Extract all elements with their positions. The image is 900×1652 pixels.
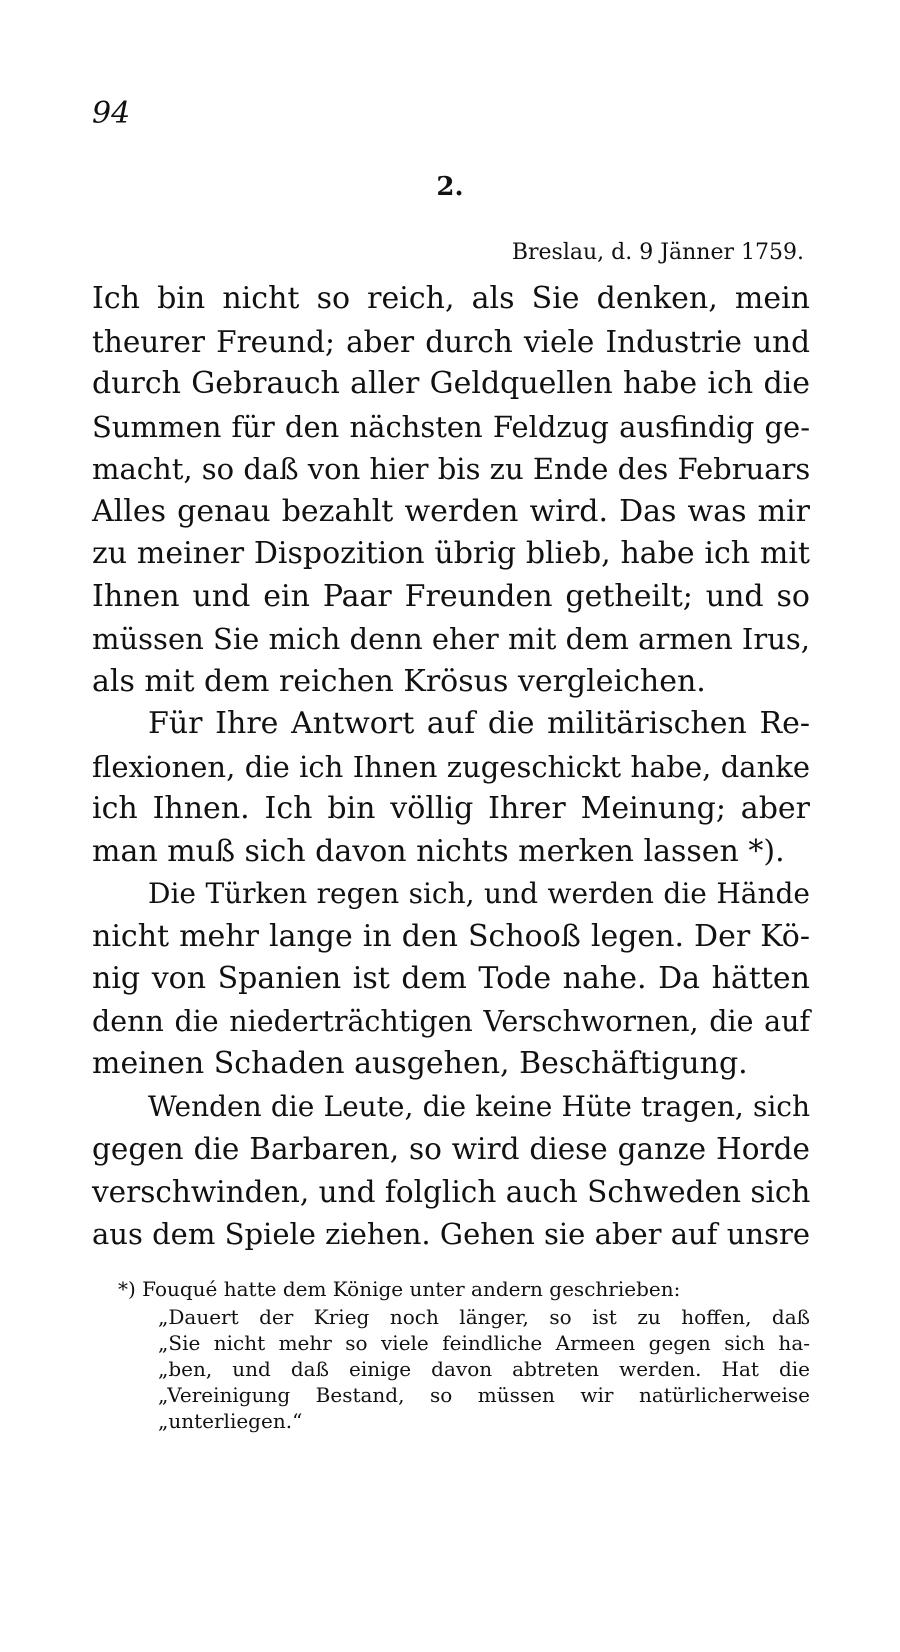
body-line: aus dem Spiele ziehen. Gehen sie aber auf unsre <box>92 1217 810 1251</box>
body-line: müssen Sie mich denn eher mit dem armen Irus, <box>92 622 810 656</box>
body-line: gegen die Barbaren, so wird diese ganze Horde <box>92 1132 810 1166</box>
body-line: Ihnen und ein Paar Freunden getheilt; und so <box>92 578 810 614</box>
letter-body <box>92 278 810 1256</box>
body-line: Summen für den nächsten Feldzug ausfindig ge- <box>92 409 810 444</box>
body-line: als mit dem reichen Krösus vergleichen. <box>92 663 706 699</box>
body-line: meinen Schaden ausgehen, Beschäftigung. <box>92 1046 748 1081</box>
footnote <box>118 1276 810 1434</box>
body-line: Ich bin nicht so reich, als Sie denken, mein <box>92 281 810 316</box>
body-line: Für Ihre Antwort auf die militärischen Re- <box>148 706 810 741</box>
body-line: Wenden die Leute, die keine Hüte tragen, sich <box>148 1089 810 1123</box>
body-line: man muß sich davon nichts merken lassen *). <box>92 833 785 869</box>
letter-number: 2. <box>436 172 464 202</box>
body-line: durch Gebrauch aller Geldquellen habe ich die <box>92 366 810 401</box>
body-line: flexionen, die ich Ihnen zugeschickt habe, danke <box>92 749 810 784</box>
body-line: zu meiner Dispozition übrig blieb, habe ich mit <box>92 536 810 571</box>
footnote-line: „unterliegen.“ <box>158 1409 303 1433</box>
footnote-line: „Sie nicht mehr so viele feindliche Armeen gegen sich ha- <box>158 1331 810 1355</box>
body-line: ich Ihnen. Ich bin völlig Ihrer Meinung; aber <box>92 791 810 826</box>
page-number: 94 <box>92 96 131 131</box>
body-line: verschwinden, und folglich auch Schweden sich <box>92 1174 811 1209</box>
body-line: nig von Spanien ist dem Tode nahe. Da hätten <box>92 961 810 996</box>
body-line: nicht mehr lange in den Schooß legen. Der Kö- <box>92 918 810 954</box>
body-line: theurer Freund; aber durch viele Industrie und <box>92 324 810 359</box>
body-line: denn die niederträchtigen Verschwornen, die auf <box>92 1004 810 1038</box>
body-line: Alles genau bezahlt werden wird. Das was mir <box>92 493 810 529</box>
footnote-line: „Vereinigung Bestand, so müssen wir natürlicherweise <box>158 1383 810 1407</box>
footnote-line: *) Fouqué hatte dem Könige unter andern geschrieben: <box>118 1277 681 1301</box>
footnote-line: „ben, und daß einige davon abtreten werden. Hat die <box>158 1357 810 1381</box>
footnote-line: „Dauert der Krieg noch länger, so ist zu hoffen, daß <box>158 1305 810 1329</box>
dateline: Breslau, d. 9 Jänner 1759. <box>511 240 804 265</box>
body-line: macht, so daß von hier bis zu Ende des Februars <box>92 452 811 486</box>
body-line: Die Türken regen sich, und werden die Hände <box>148 877 810 910</box>
